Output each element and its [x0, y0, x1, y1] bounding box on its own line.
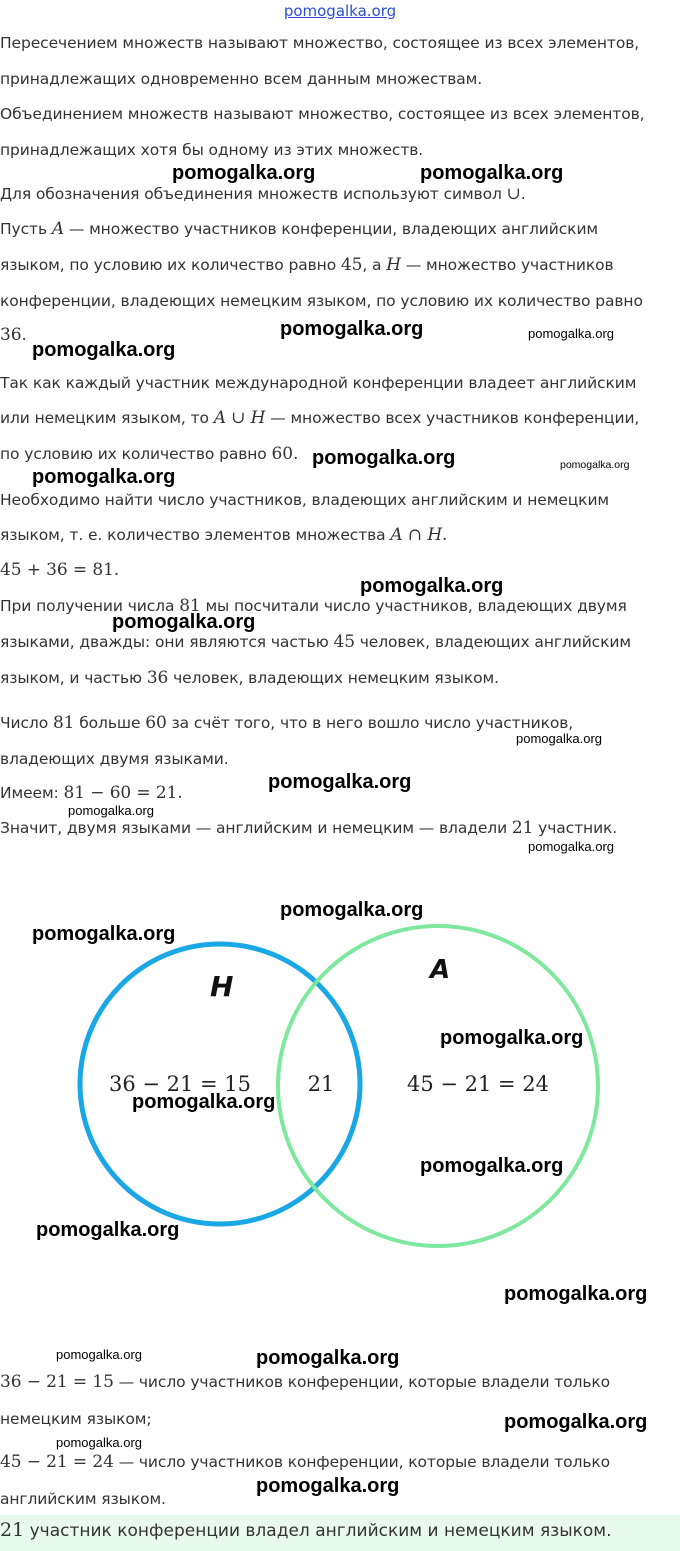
watermark: pomogalka.org — [172, 162, 316, 184]
text: — множество участников конференции, владеющих английским — [64, 220, 599, 238]
watermark: pomogalka.org — [56, 1435, 142, 1450]
paragraph-conclusion — [0, 818, 617, 838]
text: — число участников конференции, которые владели только — [113, 1373, 611, 1391]
paragraph-let-line2 — [0, 255, 614, 275]
text: языком, т. е. количество элементов множества — [0, 526, 391, 544]
text: языками, дважды: они являются частью — [0, 633, 334, 651]
result-english-line1 — [0, 1452, 610, 1472]
paragraph-intersection-line1: Пересечением множеств называют множество, состоящее из всех элементов, — [0, 34, 640, 52]
paragraph-counted-line1 — [0, 596, 627, 616]
math-45: 45 — [333, 632, 355, 652]
paragraph-find-line2 — [0, 525, 447, 545]
venn-label-a: A — [430, 955, 451, 985]
paragraph-counted-line3 — [0, 668, 499, 688]
math-result-english: 45 − 21 = 24 — [0, 1452, 114, 1472]
text: человек, владеющих немецким языком. — [168, 669, 499, 687]
math-81: 81 — [179, 596, 201, 616]
paragraph-union-line2: принадлежащих хотя бы одному из этих множеств. — [0, 141, 424, 159]
watermark: pomogalka.org — [132, 1091, 276, 1113]
math-45: 45 — [340, 255, 363, 275]
text: больше — [74, 714, 146, 732]
text: Для обозначения объединения множеств используют символ — [0, 185, 507, 203]
watermark: pomogalka.org — [32, 923, 176, 945]
paragraph-let-line4 — [0, 325, 27, 345]
watermark: pomogalka.org — [32, 466, 176, 488]
watermark: pomogalka.org — [504, 1283, 648, 1305]
math-answer-21: 21 — [0, 1519, 25, 1541]
union-symbol: ∪ — [506, 184, 521, 204]
equation-sum — [0, 560, 119, 580]
math-60: 60 — [145, 713, 167, 733]
site-link[interactable]: pomogalka.org — [283, 2, 397, 20]
text: за счёт того, что в него вошло число участников, — [166, 714, 574, 732]
watermark: pomogalka.org — [112, 611, 256, 633]
math-81: 81 — [52, 713, 75, 733]
math-difference: 81 − 60 = 21. — [63, 783, 183, 803]
watermark: pomogalka.org — [68, 803, 154, 818]
paragraph-let-line3: конференции, владеющих немецким языком, по условию их количество равно — [0, 292, 643, 310]
paragraph-since-line1: Так как каждый участник международной конференции владеет английским — [0, 374, 637, 392]
watermark: pomogalka.org — [268, 771, 412, 793]
math-sum: 45 + 36 = 81. — [0, 560, 120, 580]
watermark: pomogalka.org — [256, 1475, 400, 1497]
paragraph-find-line1: Необходимо найти число участников, владеющих английским и немецким — [0, 491, 610, 509]
text: языком, по условию их количество равно — [0, 256, 341, 274]
venn-left-only: 36 − 21 = 15 — [108, 1072, 252, 1096]
paragraph-intersection-line2: принадлежащих одновременно всем данным множествам. — [0, 70, 483, 88]
result-german-line1 — [0, 1372, 610, 1392]
watermark: pomogalka.org — [528, 839, 614, 854]
text: языком, и частью — [0, 669, 147, 687]
text: мы посчитали число участников, владеющих двумя — [200, 597, 627, 615]
answer-text: участник конференции владел английским и немецким языком. — [24, 1521, 612, 1541]
paragraph-counted-line2 — [0, 632, 631, 652]
paragraph-since-line3 — [0, 444, 298, 464]
watermark: pomogalka.org — [560, 459, 630, 471]
watermark: pomogalka.org — [256, 1347, 400, 1369]
text: участник. — [533, 819, 618, 837]
watermark: pomogalka.org — [280, 899, 424, 921]
text: по условию их количество равно — [0, 445, 272, 463]
watermark: pomogalka.org — [504, 1411, 648, 1433]
watermark: pomogalka.org — [280, 318, 424, 340]
text: . — [520, 185, 526, 203]
venn-right-only: 45 − 21 = 24 — [406, 1072, 550, 1096]
math-A: A — [51, 219, 65, 239]
result-english-line2: английским языком. — [0, 1490, 166, 1508]
paragraph-greater-line2: владеющих двумя языками. — [0, 750, 229, 768]
text: Число — [0, 714, 53, 732]
paragraph-union-line1: Объединением множеств называют множество, состоящее из всех элементов, — [0, 105, 645, 123]
text: — множество участников — [400, 256, 614, 274]
text: Пусть — [0, 220, 52, 238]
math-21: 21 — [511, 818, 534, 838]
math-36: 36 — [146, 668, 169, 688]
text: Имеем: — [0, 784, 64, 802]
watermark: pomogalka.org — [420, 162, 564, 184]
watermark: pomogalka.org — [56, 1347, 142, 1362]
paragraph-let-line1 — [0, 219, 598, 239]
watermark: pomogalka.org — [528, 326, 614, 341]
math-60: 60. — [271, 444, 299, 464]
watermark: pomogalka.org — [36, 1219, 180, 1241]
math-H: H — [386, 255, 401, 275]
paragraph-have — [0, 783, 183, 803]
watermark: pomogalka.org — [420, 1155, 564, 1177]
venn-label-h: H — [210, 970, 234, 1003]
text: — число участников конференции, которые владели только — [113, 1453, 611, 1471]
text: или немецким языком, то — [0, 409, 214, 427]
watermark: pomogalka.org — [32, 339, 176, 361]
text: человек, владеющих английским — [354, 633, 631, 651]
math-result-german: 36 − 21 = 15 — [0, 1372, 114, 1392]
watermark: pomogalka.org — [440, 1027, 584, 1049]
math-union: A ∪ H — [213, 408, 266, 428]
paragraph-since-line2 — [0, 408, 639, 428]
text: — множество всех участников конференции, — [265, 409, 640, 427]
text: , а — [362, 256, 387, 274]
text: При получении числа — [0, 597, 180, 615]
watermark: pomogalka.org — [312, 447, 456, 469]
paragraph-symbol — [0, 184, 526, 204]
text: Значит, двумя языками — английским и немецким — владели — [0, 819, 512, 837]
venn-intersection: 21 — [307, 1072, 335, 1096]
math-36: 36. — [0, 325, 27, 345]
answer-box — [0, 1515, 680, 1551]
paragraph-greater-line1 — [0, 713, 573, 733]
math-intersection: A ∩ H. — [390, 525, 448, 545]
watermark: pomogalka.org — [516, 731, 602, 746]
watermark: pomogalka.org — [360, 575, 504, 597]
result-german-line2: немецким языком; — [0, 1410, 152, 1428]
